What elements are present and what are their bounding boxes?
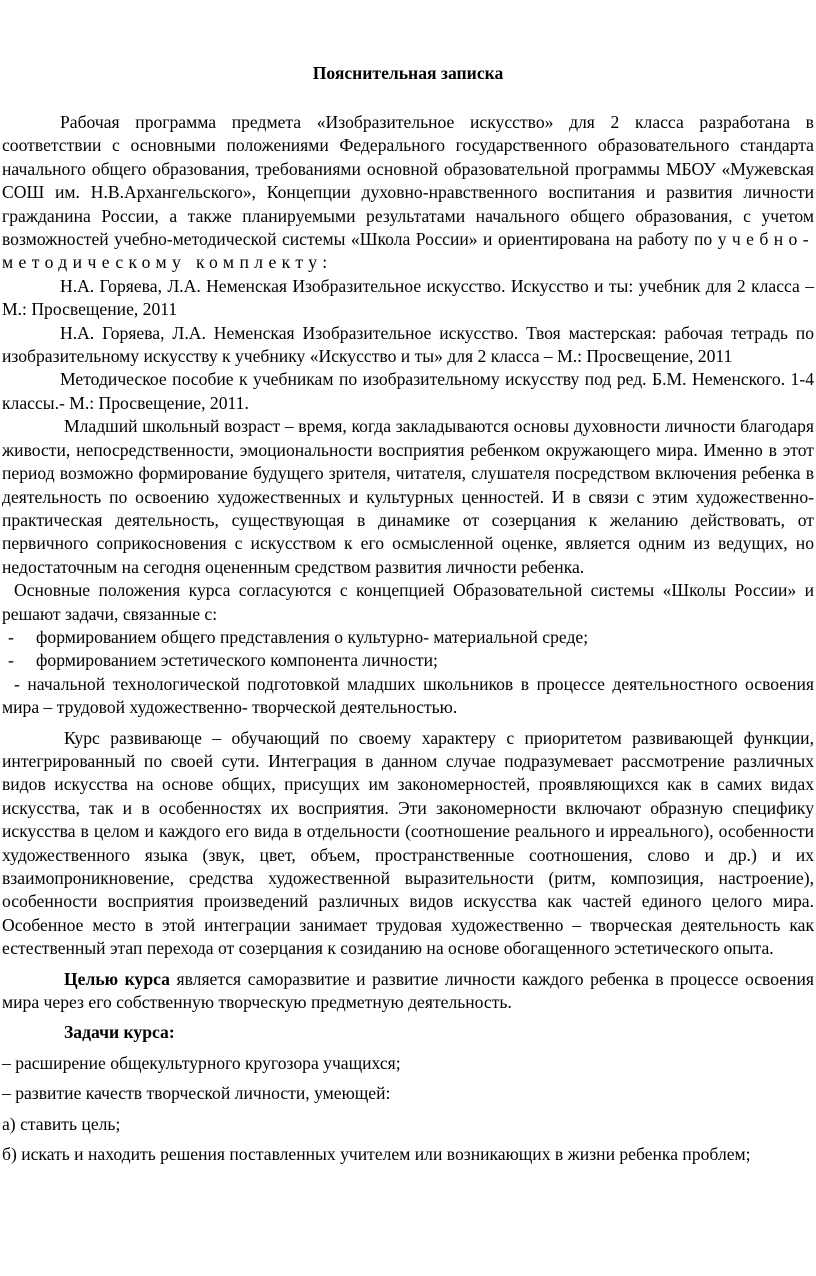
course-paragraph: Курс развивающе – обучающий по своему характеру с приоритетом развивающей функции, интегрированный по своей сути. Интеграция в данном случае подразумевает рассмотрение различных видов искусства на основе общих, присущих им закономерностей, проявляющихся как в самих видах искусства, так и в особенностях их восприятия. Эти закономерности включают образную специфику искусства в целом и каждого его вида в отдельности (соотношение реального и ирреального), особенности художественного языка (звук, цвет, объем, пространственные соотношения, слово и др.) и их взаимопроникновение, средства художественной выразительности (ритм, композиция, настроение), особенности восприятия произведений различных видов искусства как частей единого целого мира. Особенное место в этой интеграции занимает трудовая художественно – творческая деятельность как естественный этап перехода от созерцания к созиданию на основе обогащенного эстетического опыта.	[2, 727, 814, 959]
goal-label: Целью курса	[64, 968, 170, 989]
goal-paragraph	[2, 968, 814, 1015]
list-item-text: формированием эстетического компонента личности;	[36, 650, 438, 671]
task-item-1: – расширение общекультурного кругозора учащихся;	[2, 1052, 401, 1073]
dash-marker: -	[8, 626, 14, 647]
task-item-3: а) ставить цель;	[2, 1113, 121, 1134]
age-paragraph: Младший школьный возраст – время, когда закладываются основы духовности личности благодаря живости, непосредственности, эмоциональности восприятия ребенком окружающего мира. Именно в этот период возможно формирование будущего зрителя, читателя, слушателя посредством включения ребенка в деятельность по освоению художественных и культурных ценностей. И в связи с этим художественно- практическая деятельность, существующая в динамике от созерцания к желанию действовать, от первичного соприкосновения с искусством к его осмысленной оценке, является одним из ведущих, но недостаточным на сегодня оцененным средством развития личности ребенка.	[2, 416, 814, 577]
basics-paragraph: Основные положения курса согласуются с концепцией Образовательной системы «Школы России» и решают задачи, связанные с:	[2, 580, 814, 624]
kit-item-3: Методическое пособие к учебникам по изобразительному искусству под ред. Б.М. Неменского. 1-4 классы.- М.: Просвещение, 2011.	[2, 369, 814, 413]
task-item-4: б) искать и находить решения поставленных учителем или возникающих в жизни ребенка проблем;	[2, 1144, 751, 1165]
list-item: - начальной технологической подготовкой младших школьников в процессе деятельностного освоения мира – трудовой художественно- творческой деятельностью.	[2, 673, 814, 718]
kit-item-1: Н.А. Горяева, Л.А. Неменская Изобразительное искусство. Искусство и ты: учебник для 2 класса – М.: Просвещение, 2011	[2, 275, 814, 320]
dash-marker: -	[8, 650, 14, 671]
list-item-text: формированием общего представления о культурно- материальной среде;	[36, 626, 589, 647]
intro-text: Рабочая программа предмета «Изобразительное искусство» для 2 класса разработана в соответствии с основными положениями Федерального государственного образовательного стандарта начального общего образования, требованиями основной образовательной программы МБОУ «Мужевская СОШ им. Н.В.Архангельского», Концепции духовно-нравственного воспитания и развития личности гражданина России, а также планируемыми результатами начального общего образования, с учетом возможностей учебно-методической системы «Школа России» и ориентирована на работу по	[2, 112, 814, 250]
kit-item-2: Н.А. Горяева, Л.А. Неменская Изобразительное искусство. Твоя мастерская: рабочая тетрадь по изобразительному искусству к учебнику «Искусство и ты» для 2 класса – М.: Просвещение, 2011	[2, 322, 814, 367]
list-item	[2, 626, 814, 649]
goal-text: является саморазвитие и развитие личности каждого ребенка в процессе освоения мира через его собственную творческую предметную деятельность.	[2, 968, 814, 1013]
intro-kit-word: учебно-методическому комплекту:	[2, 229, 814, 273]
list-item	[2, 649, 814, 672]
tasks-heading	[2, 1021, 814, 1044]
task-item-2: – развитие качеств творческой личности, умеющей:	[2, 1083, 391, 1104]
intro-paragraph	[2, 111, 814, 275]
tasks-title: Задачи курса:	[64, 1022, 175, 1043]
page-title: Пояснительная записка	[312, 63, 504, 83]
